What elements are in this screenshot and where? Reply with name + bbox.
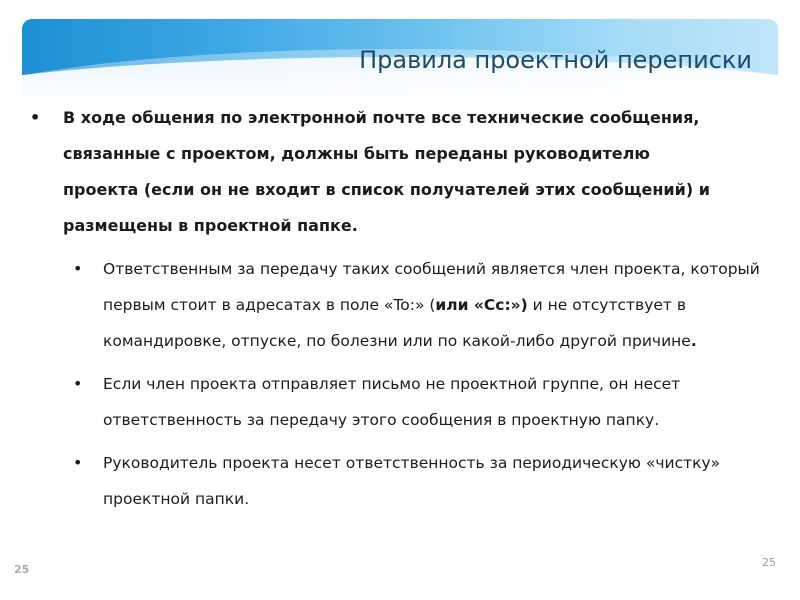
sub-bullet-bold-end: . xyxy=(690,332,697,350)
sub-bullet xyxy=(30,366,770,438)
page-number-left: 25 xyxy=(14,563,30,576)
sub-bullet xyxy=(30,445,770,517)
main-bullet xyxy=(30,100,770,244)
bullet-icon: • xyxy=(73,453,83,472)
slide-content xyxy=(30,100,770,517)
page-number-right: 25 xyxy=(762,556,776,569)
sub-bullet-text xyxy=(103,251,765,359)
main-bullet-text: В ходе общения по электронной почте все технические сообщения, связанные с проектом, должны быть переданы руководителю проекта (если он не входит в список получателей этих сообщений) и размещены в проектной папке. xyxy=(63,108,710,235)
sub-bullet xyxy=(30,251,770,359)
sub-bullet-text: Если член проекта отправляет письмо не проектной группе, он несет ответственность за передачу этого сообщения в проектную папку. xyxy=(103,375,681,429)
sub-bullet-text: Руководитель проекта несет ответственность за периодическую «чистку» проектной папки. xyxy=(103,454,721,508)
bullet-icon: • xyxy=(30,108,41,127)
bullet-icon: • xyxy=(73,374,83,393)
sub-bullet-bold-part: или «Cc:») xyxy=(435,296,528,314)
sub-bullet-text-part: и не отсутствует в командировке, отпуске, по болезни или по какой-либо другой причине xyxy=(103,296,691,350)
sub-bullet-text-part: Ответственным за передачу таких сообщений является член проекта, который первым стоит в адресатах в поле «To:» ( xyxy=(103,260,760,314)
bullet-icon: • xyxy=(73,259,83,278)
slide-title: Правила проектной переписки xyxy=(359,46,752,74)
